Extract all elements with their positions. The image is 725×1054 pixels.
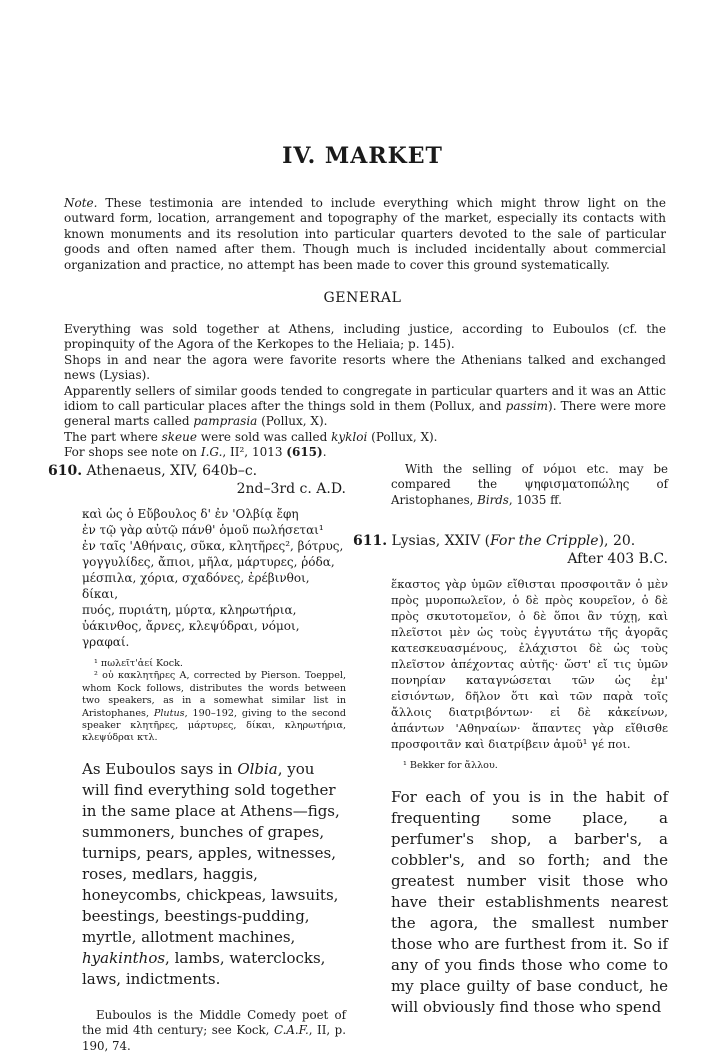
general-paragraph-1 — [64, 322, 666, 353]
footnote-2 — [82, 670, 346, 744]
greek-line: μέσπιλα, χόρια, σχαδόνες, ἐρέβινθοι, δίκαι, — [82, 571, 310, 601]
general-p4-text-a: The part where — [64, 429, 162, 444]
general-p4-text-c: were sold was called — [197, 429, 332, 444]
entry-610-comment — [82, 1008, 346, 1054]
translation-text-e: , lambs, waterclocks, laws, indictments. — [82, 948, 326, 988]
general-p4-skeue: skeue — [161, 429, 197, 444]
footnote-2-text-c: , 190–192, giving to the second speaker κλητῆρες, μάρτυρες, δίκαι, κληρωτήρια, κλεψύδραι κτλ. — [82, 707, 346, 744]
entry-610-greek — [82, 506, 346, 650]
general-p3-passim: passim — [505, 399, 549, 414]
general-heading: GENERAL — [323, 290, 402, 306]
greek-line: γογγυλίδες, ἄπιοι, μῆλα, μάρτυρες, ῥόδα, — [82, 555, 335, 569]
entry-611-source-title: For the Cripple — [490, 533, 599, 550]
general-p3-pamprasia: pamprasia — [193, 414, 258, 429]
right-note-text-c: , 1035 ff. — [508, 492, 562, 507]
general-p1-text: Everything was sold together at Athens, including justice, according to Euboulos (cf. the propinquity of the Agora of the Kerkopes to the Heliaia; p. 145). — [64, 322, 666, 352]
translation-text-a: As Euboulos says in — [82, 759, 238, 778]
footnote-1: ¹ πωλεῖτ'ἀεί Kock. — [94, 658, 183, 669]
greek-line: καὶ ὡς ὁ Εὔβουλος δ' ἐν 'Ολβίᾳ ἔφη — [82, 507, 299, 521]
entry-610-date: 2nd–3rd c. A.D. — [236, 481, 346, 497]
section-title: IV. MARKET — [282, 143, 443, 169]
entry-610-comparison-note — [391, 462, 668, 508]
general-paragraph-3 — [64, 384, 666, 430]
greek-line: ἐν ταῖς 'Αθήναις, σῦκα, κλητῆρες², βότρυς, — [82, 539, 344, 553]
general-paragraph-5 — [64, 445, 666, 460]
general-p3-text-c: ). There were more general marts called — [64, 399, 666, 429]
right-column — [353, 462, 668, 1018]
general-p3-text-e: (Pollux, X). — [257, 414, 328, 429]
entry-611-translation: For each of you is in the habit of frequenting some place, a perfumer's shop, a barber's, a cobbler's, and so forth; and the greatest number visit those who have their establishments nearest the agora, the smallest number those who are furthest from it. So if any of you finds those who come to my place guilty of base conduct, he will obviously find those who spend — [391, 787, 668, 1016]
general-p4-text-e: (Pollux, X). — [367, 429, 438, 444]
comment-text-a: Euboulos is the Middle Comedy poet of the mid 4th century; see Kock, — [82, 1007, 346, 1038]
general-p2-text: Shops in and near the agora were favorite resorts where the Athenians talked and exchanged news (Lysias). — [64, 352, 666, 383]
entry-611-heading — [353, 532, 668, 550]
translation-olbia: Olbia — [237, 759, 278, 778]
right-note-birds: Birds — [477, 492, 509, 507]
comment-caf: C.A.F. — [274, 1023, 309, 1038]
general-paragraph-2 — [64, 353, 666, 384]
greek-line: ἐν τῷ γὰρ αὐτῷ πάνθ' ὁμοῦ πωλήσεται¹ — [82, 523, 324, 537]
entry-610 — [48, 462, 346, 1054]
right-note-text-a: With the selling of νόμοι etc. may be compared the ψηφισματοπώλης of Aristophanes, — [391, 462, 668, 507]
footnote-2-text-a: ² οὐ κακλητῆρες A, corrected by Pierson. Toeppel, whom Kock follows, distributes the words between two speakers, as in a somewhat similar list in Aristophanes, — [82, 670, 346, 719]
entry-611-footnote: ¹ Bekker for ἄλλου. — [403, 760, 498, 772]
spacer — [372, 508, 668, 532]
general-p4-kykloi: kykloi — [331, 429, 368, 444]
general-p5-text-c: , II², 1013 — [222, 445, 287, 460]
entry-611-greek: ἕκαστος γὰρ ὑμῶν εἴθισται προσφοιτᾶν ὁ μὲν πρὸς μυροπωλεῖον, ὁ δὲ πρὸς κουρεῖον, ὁ δὲ πρὸς σκυτοτομεῖον, ὁ δὲ ὅποι ἂν τύχῃ, καὶ πλεῖστοι μὲν ὡς τοὺς ἐγγυτάτω τῆς ἀγορᾶς κατεσκευασμένους, ἐλάχιστοι δὲ ὡς τοὺς πλεῖστον ἀπέχοντας αὐτῆς· ὥστ' εἴ τις ὑμῶν πονηρίαν καταγνώσεται τῶν ὡς ἐμ' εἰσιόντων, δῆλον ὅτι καὶ τῶν παρὰ τοῖς ἄλλοις διατριβόντων· εἰ δὲ κἀκείνων, ἁπάντων 'Αθηναίων· ἅπαντες γὰρ εἴθισθε προσφοιτᾶν καὶ διατρίβειν ἁμοῦ¹ γέ ποι. — [391, 577, 668, 752]
entry-610-translation — [82, 759, 346, 990]
entry-611-date: After 403 B.C. — [567, 551, 668, 568]
general-p5-ref: (615) — [286, 445, 323, 460]
general-p3-text-a: Apparently sellers of similar goods tended to congregate in particular quarters and it was an Attic idiom to call particular places after the things sold in them (Pollux, and — [64, 383, 666, 414]
intro-note — [64, 196, 666, 273]
footnote-2-plutus: Plutus — [153, 707, 185, 719]
general-p5-text-a: For shops see note on — [64, 445, 201, 460]
general-section — [64, 322, 666, 461]
greek-line: πυός, πυριάτη, μύρτα, κληρωτήρια, — [82, 603, 297, 617]
translation-hyakinthos: hyakinthos — [82, 948, 166, 967]
comment-text-c: , II, p. 190, 74. — [82, 1023, 346, 1053]
general-p5-ig: I.G. — [200, 445, 223, 460]
entry-611-source-c: ), 20. — [598, 533, 636, 550]
note-label: Note. — [64, 196, 98, 210]
entry-610-footnotes — [82, 658, 346, 745]
general-paragraph-4 — [64, 430, 666, 445]
general-p5-text-e: . — [322, 445, 327, 460]
greek-line: ὑάκινθος, ἄρνες, κλεψύδραι, νόμοι, γραφαί. — [82, 619, 300, 649]
entry-610-number: 610. — [48, 463, 83, 479]
entry-610-heading — [48, 462, 346, 480]
entry-610-source: Athenaeus, XIV, 640b–c. — [82, 463, 258, 479]
entry-611-source-a: Lysias, XXIV ( — [387, 533, 491, 550]
note-text: These testimonia are intended to include everything which might throw light on the outward form, location, arrangement and topography of the market, especially its contacts with known monuments and its resolution into particular quarters devoted to the sale of particular goods and often named after them. Though much is included incidentally about commercial organization and practice, no attempt has been made to cover this ground systematically. — [64, 196, 666, 272]
translation-text-c: , you will find everything sold together in the same place at Athens—figs, summoners, bunches of grapes, turnips, pears, apples, witnesses, roses, medlars, haggis, honeycombs, chickpeas, lawsuits, beestings, beestings-pudding, myrtle, allotment machines, — [82, 759, 340, 946]
entry-611-number: 611. — [353, 533, 388, 550]
